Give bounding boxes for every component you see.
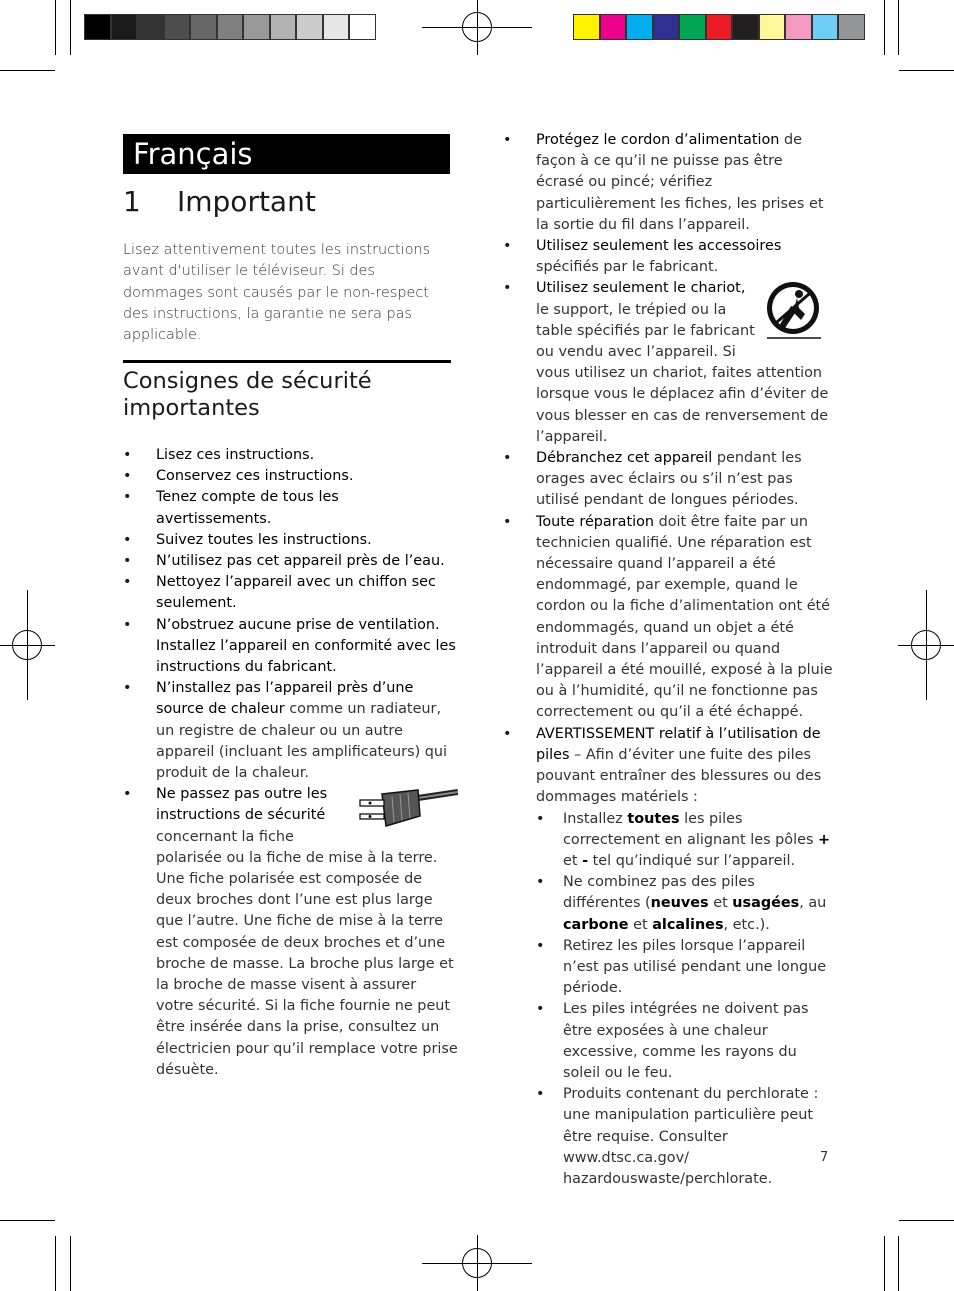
chapter-heading <box>123 185 316 218</box>
list-item: • Lisez ces instructions. <box>123 445 458 466</box>
crop-mark <box>884 1236 885 1291</box>
color-swatch <box>323 14 350 40</box>
crop-mark <box>898 0 899 55</box>
color-swatch <box>349 14 376 40</box>
color-swatch <box>838 14 865 40</box>
color-swatch <box>164 14 191 40</box>
sub-list-item: • Les piles intégrées ne doivent pas être exposées à une chaleur excessive, comme les rayons du soleil ou le feu. <box>536 999 833 1084</box>
color-swatch <box>679 14 706 40</box>
sub-list-item: • Ne combinez pas des piles différentes (neuves et usagées, au carbone et alcalines, etc.). <box>536 872 833 936</box>
list-item: • Nettoyez l’appareil avec un chiffon sec seulement. <box>123 572 458 614</box>
crop-mark <box>0 1220 55 1221</box>
battery-sublist <box>536 809 833 1191</box>
crop-mark <box>70 1236 71 1291</box>
intro-paragraph: Lisez attentivement toutes les instructions avant d'utiliser le téléviseur. Si des dommages sont causés par le non-respect des instructions, la garantie ne sera pas applicable. <box>123 242 431 344</box>
color-swatch <box>296 14 323 40</box>
color-swatch <box>626 14 653 40</box>
polarized-plug-icon <box>358 786 458 832</box>
page-number: 7 <box>820 1150 829 1165</box>
color-swatch <box>190 14 217 40</box>
color-swatch <box>137 14 164 40</box>
color-swatch <box>600 14 627 40</box>
sub-list-item: • Produits contenant du perchlorate : une manipulation particulière peut être requise. Consulter www.dtsc.ca.gov/ hazardouswaste/perchlorate. <box>536 1084 833 1190</box>
list-item: • N’installez pas l’appareil près d’une source de chaleur comme un radiateur, un registre de chaleur ou un autre appareil (incluant les amplificateurs) qui produit de la chaleur. <box>123 678 458 784</box>
registration-mark <box>462 1248 492 1278</box>
color-swatch <box>812 14 839 40</box>
crop-mark <box>0 70 55 71</box>
color-swatch <box>217 14 244 40</box>
crop-mark <box>55 1236 56 1291</box>
color-swatch <box>243 14 270 40</box>
list-item: • Suivez toutes les instructions. <box>123 530 458 551</box>
list-item: • N’utilisez pas cet appareil près de l’eau. <box>123 551 458 572</box>
list-item: • Débranchez cet appareil pendant les orages avec éclairs ou s’il n’est pas utilisé pendant de longues périodes. <box>503 448 833 512</box>
color-swatch <box>270 14 297 40</box>
list-item: • N’obstruez aucune prise de ventilation. Installez l’appareil en conformité avec les instructions du fabricant. <box>123 615 458 679</box>
crop-mark <box>55 0 56 55</box>
list-item: • Utilisez seulement les accessoires spécifiés par le fabricant. <box>503 236 833 278</box>
color-swatch <box>785 14 812 40</box>
list-item: • Ne passez pas outre les instructions de sécurité concernant la fiche polarisée ou la fiche de mise à la terre. Une fiche polarisée est composée de deux broches dont l’une est plus large que l’autre. Une fiche de mise à la terre est composée de deux broches et d’une broche de masse. La broche plus large et la broche de masse visent à assurer votre sécurité. Si la fiche fournie ne peut être insérée dans la prise, consultez un électricien pour qu’il remplace votre prise désuète. <box>123 784 458 1081</box>
crop-mark <box>899 70 954 71</box>
registration-mark <box>12 630 42 660</box>
chapter-number: 1 <box>123 185 141 218</box>
registration-mark <box>911 630 941 660</box>
safety-list-right <box>503 130 833 1187</box>
crop-mark <box>899 1220 954 1221</box>
color-swatch <box>573 14 600 40</box>
crop-mark <box>898 1236 899 1291</box>
sub-list-item: • Retirez les piles lorsque l’appareil n’est pas utilisé pendant une longue période. <box>536 936 833 1000</box>
list-item: • AVERTISSEMENT relatif à l’utilisation de piles – Afin d’éviter une fuite des piles pouvant entraîner des blessures ou des dommages matériels : • Installez toutes les piles correctement en alignant les pôles + et - tel qu’indiqué sur l’appareil. • Ne combinez pas des piles différentes (neuves et usagées, au carbone et alcalines, etc.). • Retirez les piles lorsque l’appareil n’est pas utilisé pendant une longue période. • Les piles intégrées ne doivent pas être exposées à une chaleur excessive, comme les rayons du soleil ou le feu. • Produits contenant du perchlorate : une manipulation particulière peut être requise. Consulter www.dtsc.ca.gov/ hazardouswaste/perchlorate. <box>503 724 833 809</box>
section-title: Consignes de sécurité importantes <box>123 368 372 421</box>
safety-list-left <box>123 445 458 1081</box>
color-swatch <box>706 14 733 40</box>
chapter-title: Important <box>177 185 316 218</box>
list-item: • Conservez ces instructions. <box>123 466 458 487</box>
color-swatch <box>759 14 786 40</box>
list-item: • Utilisez seulement le chariot, le support, le trépied ou la table spécifiés par le fabricant ou vendu avec l’appareil. Si vous utilisez un chariot, faites attention lorsque vous le déplacez afin d’éviter de vous blesser en cas de renversement de l’appareil. <box>503 278 833 448</box>
list-item: • Toute réparation doit être faite par un technicien qualifié. Une réparation est nécessaire quand l’appareil a été endommagé, par exemple, quand le cordon ou la fiche d’alimentation ont été endommagés, quand un objet a été introduit dans l’appareil ou quand l’appareil a été mouillé, exposé à la pluie ou à l’humidité, qu’il ne fonctionne pas correctement ou qu’il a été échappé. <box>503 512 833 724</box>
cart-warning-icon <box>763 280 829 342</box>
color-swatch <box>732 14 759 40</box>
list-item: • Protégez le cordon d’alimentation de façon à ce qu’il ne puisse pas être écrasé ou pincé; vérifiez particulièrement les fiches, les prises et la sortie du fil dans l’appareil. <box>503 130 833 236</box>
sub-list-item: • Installez toutes les piles correctement en alignant les pôles + et - tel qu’indiqué sur l’appareil. <box>536 809 833 873</box>
section-divider <box>123 360 451 363</box>
color-swatch <box>653 14 680 40</box>
color-swatch <box>111 14 138 40</box>
color-swatch <box>84 14 111 40</box>
crop-mark <box>884 0 885 55</box>
list-item: • Tenez compte de tous les avertissements. <box>123 487 458 529</box>
language-header: Français <box>123 134 450 174</box>
crop-mark <box>70 0 71 55</box>
registration-mark <box>462 12 492 42</box>
